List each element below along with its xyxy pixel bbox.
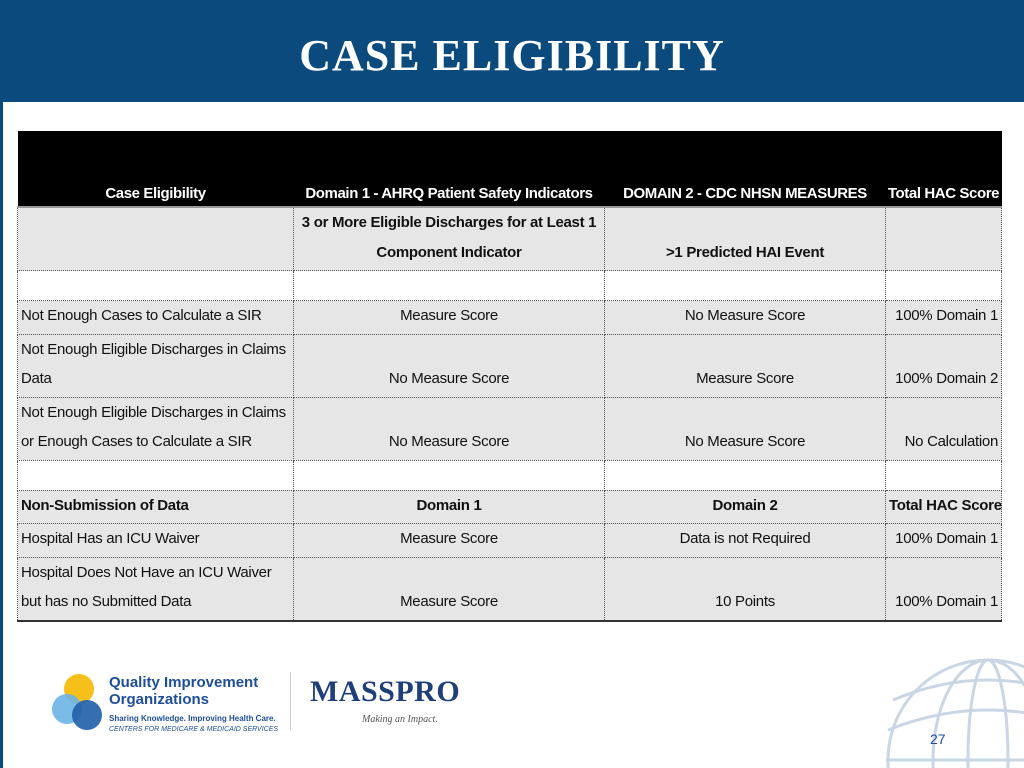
table-cell: Measure Score — [605, 334, 886, 397]
qio-cms: CENTERS FOR MEDICARE & MEDICAID SERVICES — [109, 726, 279, 733]
page-number: 27 — [930, 731, 946, 747]
slide-title: CASE ELIGIBILITY — [299, 31, 725, 80]
table-row — [18, 397, 1002, 460]
table-cell: 100% Domain 1 — [886, 557, 1002, 621]
table-cell: Total HAC Score — [886, 490, 1002, 524]
table-cell: 3 or More Eligible Discharges for at Least 1 Component Indicator — [294, 207, 605, 271]
table-row — [18, 524, 1002, 558]
table-cell: Measure Score — [294, 557, 605, 621]
table-cell: 100% Domain 2 — [886, 334, 1002, 397]
table-cell — [886, 207, 1002, 271]
spacer-row — [18, 271, 1002, 301]
table-cell: Hospital Has an ICU Waiver — [18, 524, 294, 558]
table-row — [18, 334, 1002, 397]
table-cell: >1 Predicted HAI Event — [605, 207, 886, 271]
table-cell: No Measure Score — [605, 301, 886, 335]
subheader-row — [18, 207, 1002, 271]
table-cell: Measure Score — [294, 301, 605, 335]
table-header-row — [18, 131, 1002, 207]
table-cell: Hospital Does Not Have an ICU Waiver but has no Submitted Data — [18, 557, 294, 621]
table-cell: Not Enough Cases to Calculate a SIR — [18, 301, 294, 335]
left-accent-line — [0, 102, 3, 768]
table-cell: 100% Domain 1 — [886, 301, 1002, 335]
qio-name — [109, 674, 258, 708]
table-cell: Measure Score — [294, 524, 605, 558]
table-cell: Domain 2 — [605, 490, 886, 524]
table-cell: 100% Domain 1 — [886, 524, 1002, 558]
table-cell: Domain 1 — [294, 490, 605, 524]
table-cell: No Measure Score — [294, 334, 605, 397]
table-cell: Data is not Required — [605, 524, 886, 558]
table-cell: Non-Submission of Data — [18, 490, 294, 524]
globe-icon — [868, 650, 1024, 768]
spacer-row — [18, 460, 1002, 490]
masspro-tagline: Making an Impact. — [362, 714, 438, 725]
table-cell: No Calculation — [886, 397, 1002, 460]
table-cell: Not Enough Eligible Discharges in Claims Data — [18, 334, 294, 397]
logo-divider — [290, 672, 291, 730]
header-domain1: Domain 1 - AHRQ Patient Safety Indicators — [294, 131, 605, 207]
table-cell: 10 Points — [605, 557, 886, 621]
qio-tagline: Sharing Knowledge. Improving Health Care. — [109, 714, 276, 723]
table-row — [18, 557, 1002, 621]
table-cell — [18, 207, 294, 271]
eligibility-table — [17, 131, 1002, 622]
table-cell: No Measure Score — [294, 397, 605, 460]
section2-header-row — [18, 490, 1002, 524]
table-cell: Not Enough Eligible Discharges in Claims or Enough Cases to Calculate a SIR — [18, 397, 294, 460]
table-cell: No Measure Score — [605, 397, 886, 460]
qio-line1: Quality Improvement — [109, 674, 259, 691]
header-domain2: DOMAIN 2 - CDC NHSN MEASURES — [605, 131, 886, 207]
header-case-eligibility: Case Eligibility — [18, 131, 294, 207]
header-total-hac: Total HAC Score — [886, 131, 1002, 207]
masspro-logo: MASSPRO — [310, 675, 461, 708]
table-row — [18, 301, 1002, 335]
qio-line2: Organizations — [109, 691, 210, 708]
